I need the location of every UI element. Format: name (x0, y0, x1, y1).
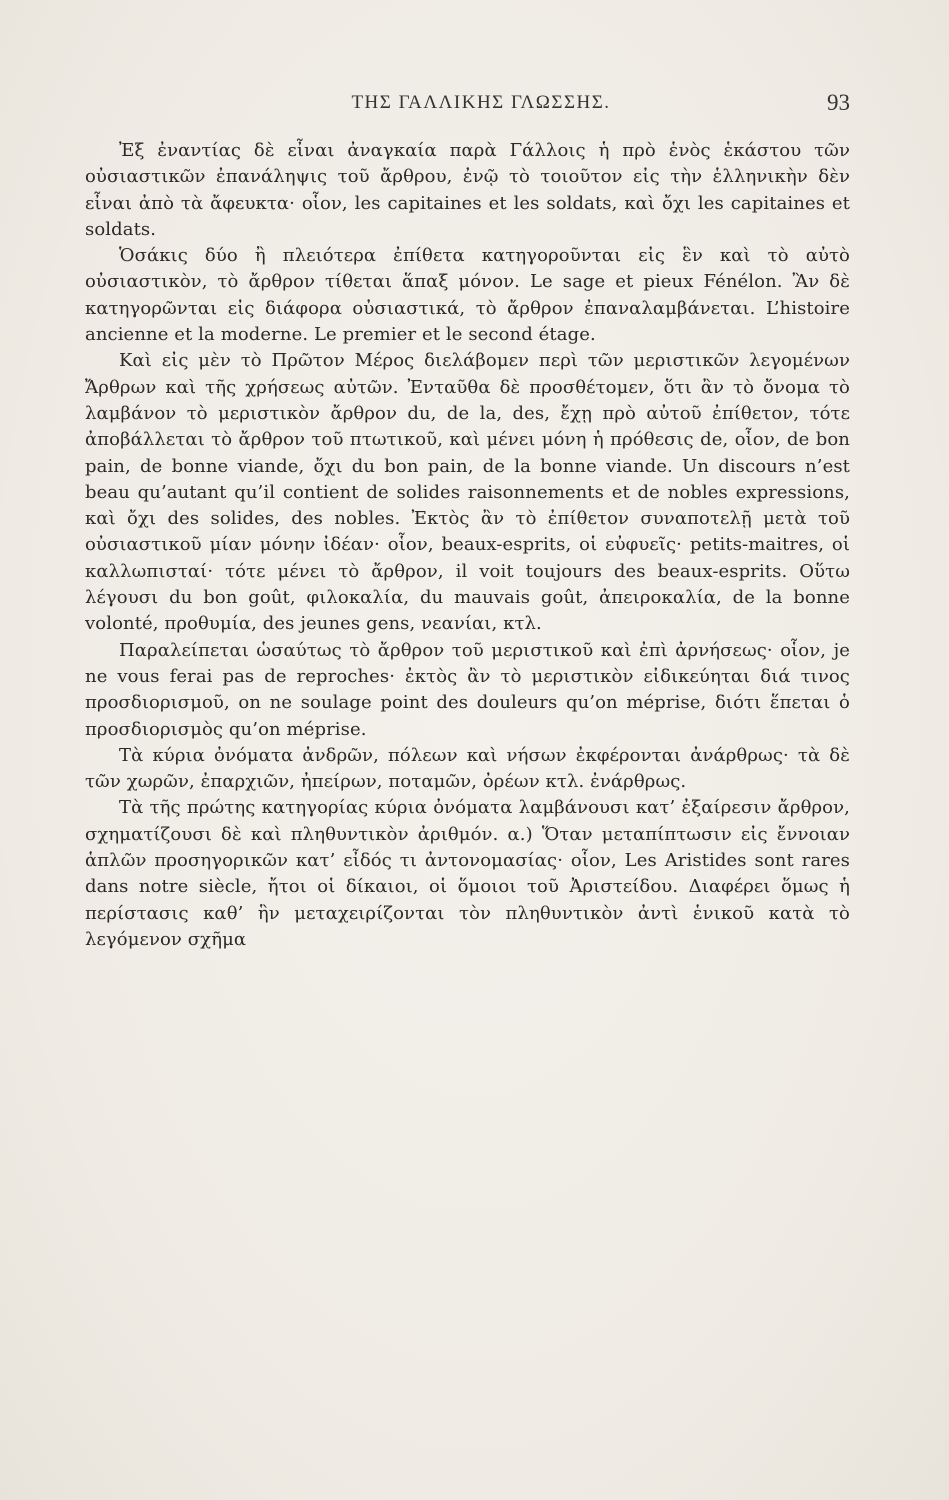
page-number: 93 (827, 90, 850, 115)
paragraph-5: Τὰ κύρια ὀνόματα ἀνδρῶν, πόλεων καὶ νήσων ἐκφέρονται ἀνάρθρως· τὰ δὲ τῶν χωρῶν, ἐπαρχιῶν, ἠπείρων, ποταμῶν, ὀρέων κτλ. ἐνάρθρως. (85, 744, 850, 793)
paragraph-4: Παραλείπεται ὡσαύτως τὸ ἄρθρον τοῦ μεριστικοῦ καὶ ἐπὶ ἀρνήσεως· οἷον, je ne vous ferai pas de reproches· ἐκτὸς ἂν τὸ μεριστικὸν εἰδικεύηται διά τινος προσδιορισμοῦ, on ne soulage point des douleurs qu’on méprise, διότι ἕπεται ὁ προσδιορισμὸς qu’on méprise. (85, 639, 850, 740)
running-title: ΤΗΣ ΓΑΛΛΙΚΗΣ ΓΛΩΣΣΗΣ. (351, 92, 611, 113)
body-text (85, 138, 850, 953)
paragraph-3: Καὶ εἰς μὲν τὸ Πρῶτον Μέρος διελάβομεν περὶ τῶν μεριστικῶν λεγομένων Ἄρθρων καὶ τῆς χρήσεως αὐτῶν. Ἐνταῦθα δὲ προσθέτομεν, ὅτι ἂν τὸ ὄνομα τὸ λαμβάνον τὸ μεριστικὸν ἄρθρον du, de la, des, ἔχῃ πρὸ αὐτοῦ ἐπίθετον, τότε ἀποβάλλεται τὸ ἄρθρον τοῦ πτωτικοῦ, καὶ μένει μόνη ἡ πρόθεσις de, οἷον, de bon pain, de bonne viande, ὄχι du bon pain, de la bonne viande. Un discours n’est beau qu’autant qu’il contient de solides raisonnements et de nobles expressions, καὶ ὄχι des solides, des nobles. Ἐκτὸς ἂν τὸ ἐπίθετον συναποτελῇ μετὰ τοῦ οὐσιαστικοῦ μίαν μόνην ἰδέαν· οἷον, beaux-esprits, οἱ εὐφυεῖς· petits-maitres, οἱ καλλωπισταί· τότε μένει τὸ ἄρθρον, il voit toujours des beaux-esprits. Οὕτω λέγουσι du bon goût, φιλοκαλία, du mauvais goût, ἀπειροκαλία, de la bonne volonté, προθυμία, des jeunes gens, νεανίαι, κτλ. (85, 350, 850, 635)
paragraph-6: Τὰ τῆς πρώτης κατηγορίας κύρια ὀνόματα λαμβάνουσι κατ’ ἐξαίρεσιν ἄρθρον, σχηματίζουσι δὲ καὶ πληθυντικὸν ἀριθμόν. α.) Ὅταν μεταπίπτωσιν εἰς ἔννοιαν ἁπλῶν προσηγορικῶν κατ’ εἶδός τι ἀντονομασίας· οἷον, Les Aristides sont rares dans notre siècle, ἤτοι οἱ δίκαιοι, οἱ ὅμοιοι τοῦ Ἀριστείδου. Διαφέρει ὅμως ἡ περίστασις καθ’ ἣν μεταχειρίζονται τὸν πληθυντικὸν ἀντὶ ἑνικοῦ κατὰ τὸ λεγόμενον σχῆμα (85, 797, 850, 950)
paragraph-2: Ὁσάκις δύο ἢ πλειότερα ἐπίθετα κατηγοροῦνται εἰς ἓν καὶ τὸ αὐτὸ οὐσιαστικὸν, τὸ ἄρθρον τίθεται ἅπαξ μόνον. Le sage et pieux Fénélon. Ἂν δὲ κατηγορῶνται εἰς διάφορα οὐσιαστικά, τὸ ἄρθρον ἐπαναλαμβάνεται. L’histoire ancienne et la moderne. Le premier et le second étage. (85, 245, 850, 346)
page-header (112, 92, 850, 122)
paragraph-1: Ἐξ ἐναντίας δὲ εἶναι ἀναγκαία παρὰ Γάλλοις ἡ πρὸ ἑνὸς ἑκάστου τῶν οὐσιαστικῶν ἐπανάληψις τοῦ ἄρθρου, ἐνῷ τὸ τοιοῦτον εἰς τὴν ἑλληνικὴν δὲν εἶναι ἀπὸ τὰ ἄφευκτα· οἷον, les capitaines et les soldats, καὶ ὄχι les capitaines et soldats. (85, 140, 850, 240)
